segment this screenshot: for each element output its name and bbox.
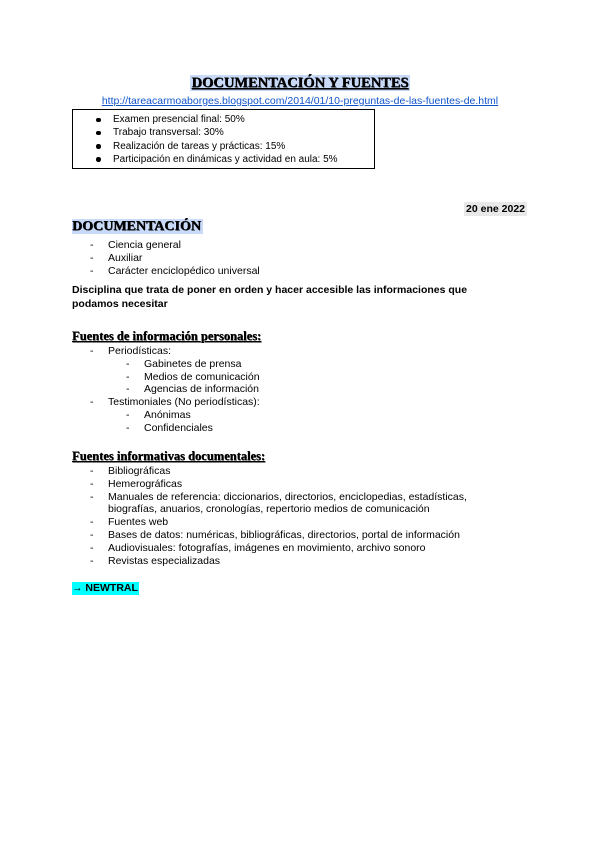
list-item: - Audiovisuales: fotografías, imágenes en movimiento, archivo sonoro (90, 542, 467, 555)
documentales-heading: Fuentes informativas documentales: (72, 449, 266, 463)
list-item: - Auxiliar (90, 252, 260, 265)
page-title: DOCUMENTACIÓN Y FUENTES (191, 75, 409, 91)
list-item: - Bibliográficas (90, 465, 467, 478)
definition-text: Disciplina que trata de poner en orden y hacer accesible las informaciones que podamos necesitar (72, 284, 468, 311)
sub-list-item: - Anónimas (90, 409, 260, 422)
newtral-link[interactable]: → NEWTRAL (72, 582, 138, 594)
documentacion-list (90, 239, 260, 277)
grading-item: Realización de tareas y prácticas: 15% (113, 140, 374, 153)
sub-list-item: - Medios de comunicación (90, 371, 260, 384)
list-item-continuation: biografías, anuarios, cronologías, repertorio medios de comunicación (108, 503, 430, 516)
grading-box (72, 109, 375, 169)
personales-heading: Fuentes de información personales: (72, 329, 262, 343)
sub-list-item: - Gabinetes de prensa (90, 358, 260, 371)
list-item: - Manuales de referencia: diccionarios, directorios, enciclopedias, estadísticas, (90, 491, 467, 504)
sub-list-item: - Agencias de información (90, 383, 260, 396)
grading-list (73, 113, 374, 166)
list-item: - Revistas especializadas (90, 555, 467, 568)
grading-item: Participación en dinámicas y actividad en aula: 5% (113, 153, 374, 166)
documentacion-heading: DOCUMENTACIÓN (72, 219, 201, 234)
source-link[interactable]: http://tareacarmoaborges.blogspot.com/2014/01/10-preguntas-de-las-fuentes-de.html (101, 95, 499, 107)
list-item: - Carácter enciclopédico universal (90, 265, 260, 278)
list-item: - Bases de datos: numéricas, bibliográficas, directorios, portal de información (90, 529, 467, 542)
sub-list-item: - Confidenciales (90, 422, 260, 435)
grading-item: Trabajo transversal: 30% (113, 126, 374, 139)
list-item: - Ciencia general (90, 239, 260, 252)
list-item: - Testimoniales (No periodísticas): (90, 396, 260, 409)
date-chip[interactable]: 20 ene 2022 (466, 203, 525, 215)
grading-item: Examen presencial final: 50% (113, 113, 374, 126)
personales-list (90, 345, 260, 435)
list-item: - Hemerográficas (90, 478, 467, 491)
documentales-list (90, 465, 467, 567)
list-item: - Fuentes web (90, 516, 467, 529)
list-item: - Periodísticas: (90, 345, 260, 358)
